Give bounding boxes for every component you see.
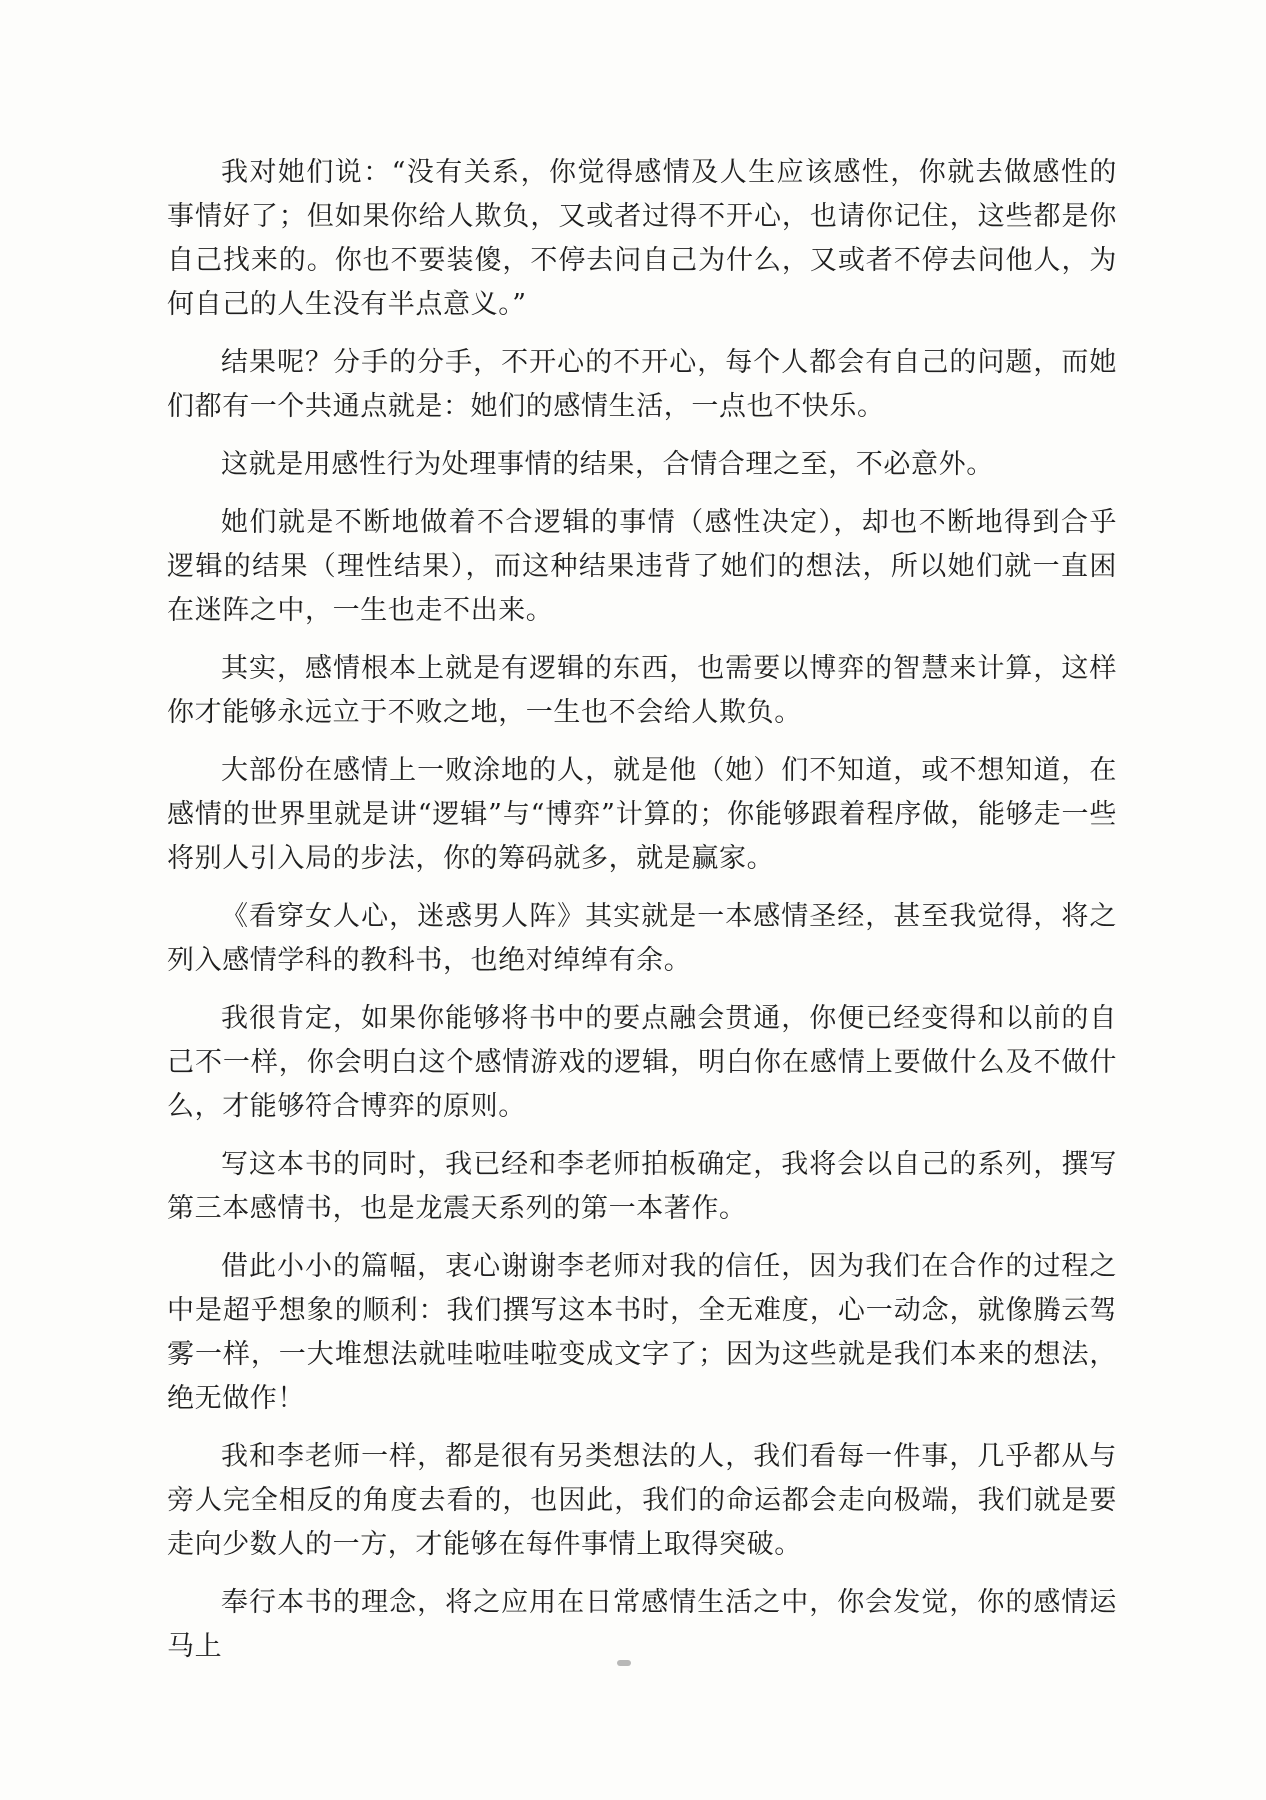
paragraph-8: 我很肯定，如果你能够将书中的要点融会贯通，你便已经变得和以前的自己不一样，你会明白这个感情游戏的逻辑，明白你在感情上要做什么及不做什么，才能够符合博弈的原则。 <box>167 1003 1117 1122</box>
paragraph-1: 我对她们说：“没有关系，你觉得感情及人生应该感性，你就去做感性的事情好了；但如果你给人欺负，又或者过得不开心，也请你记住，这些都是你自己找来的。你也不要装傻，不停去问自己为什么，又或者不停去问他人，为何自己的人生没有半点意义。” <box>167 157 1117 320</box>
paragraph-12: 奉行本书的理念，将之应用在日常感情生活之中，你会发觉，你的感情运马上 <box>167 1587 1117 1662</box>
paragraph-6: 大部份在感情上一败涂地的人，就是他（她）们不知道，或不想知道，在感情的世界里就是讲“逻辑”与“博弈”计算的；你能够跟着程序做，能够走一些将别人引入局的步法，你的筹码就多，就是赢家。 <box>167 755 1117 874</box>
page-number-mark <box>617 1660 631 1666</box>
paragraph-5: 其实，感情根本上就是有逻辑的东西，也需要以博弈的智慧来计算，这样你才能够永远立于不败之地，一生也不会给人欺负。 <box>167 653 1117 728</box>
paragraph-10: 借此小小的篇幅，衷心谢谢李老师对我的信任，因为我们在合作的过程之中是超乎想象的顺利：我们撰写这本书时，全无难度，心一动念，就像腾云驾雾一样，一大堆想法就哇啦哇啦变成文字了；因为这些就是我们本来的想法，绝无做作！ <box>167 1251 1117 1414</box>
body-text <box>167 151 1117 1683</box>
paragraph-2: 结果呢？分手的分手，不开心的不开心，每个人都会有自己的问题，而她们都有一个共通点就是：她们的感情生活，一点也不快乐。 <box>167 347 1117 422</box>
paragraph-7: 《看穿女人心，迷惑男人阵》其实就是一本感情圣经，甚至我觉得，将之列入感情学科的教科书，也绝对绰绰有余。 <box>167 901 1117 976</box>
paragraph-9: 写这本书的同时，我已经和李老师拍板确定，我将会以自己的系列，撰写第三本感情书，也是龙震天系列的第一本著作。 <box>167 1149 1117 1224</box>
paragraph-4: 她们就是不断地做着不合逻辑的事情（感性决定），却也不断地得到合乎逻辑的结果（理性结果），而这种结果违背了她们的想法，所以她们就一直困在迷阵之中，一生也走不出来。 <box>167 507 1117 626</box>
paragraph-11: 我和李老师一样，都是很有另类想法的人，我们看每一件事，几乎都从与旁人完全相反的角度去看的，也因此，我们的命运都会走向极端，我们就是要走向少数人的一方，才能够在每件事情上取得突破。 <box>167 1441 1117 1560</box>
paragraph-3: 这就是用感性行为处理事情的结果，合情合理之至，不必意外。 <box>221 449 994 480</box>
